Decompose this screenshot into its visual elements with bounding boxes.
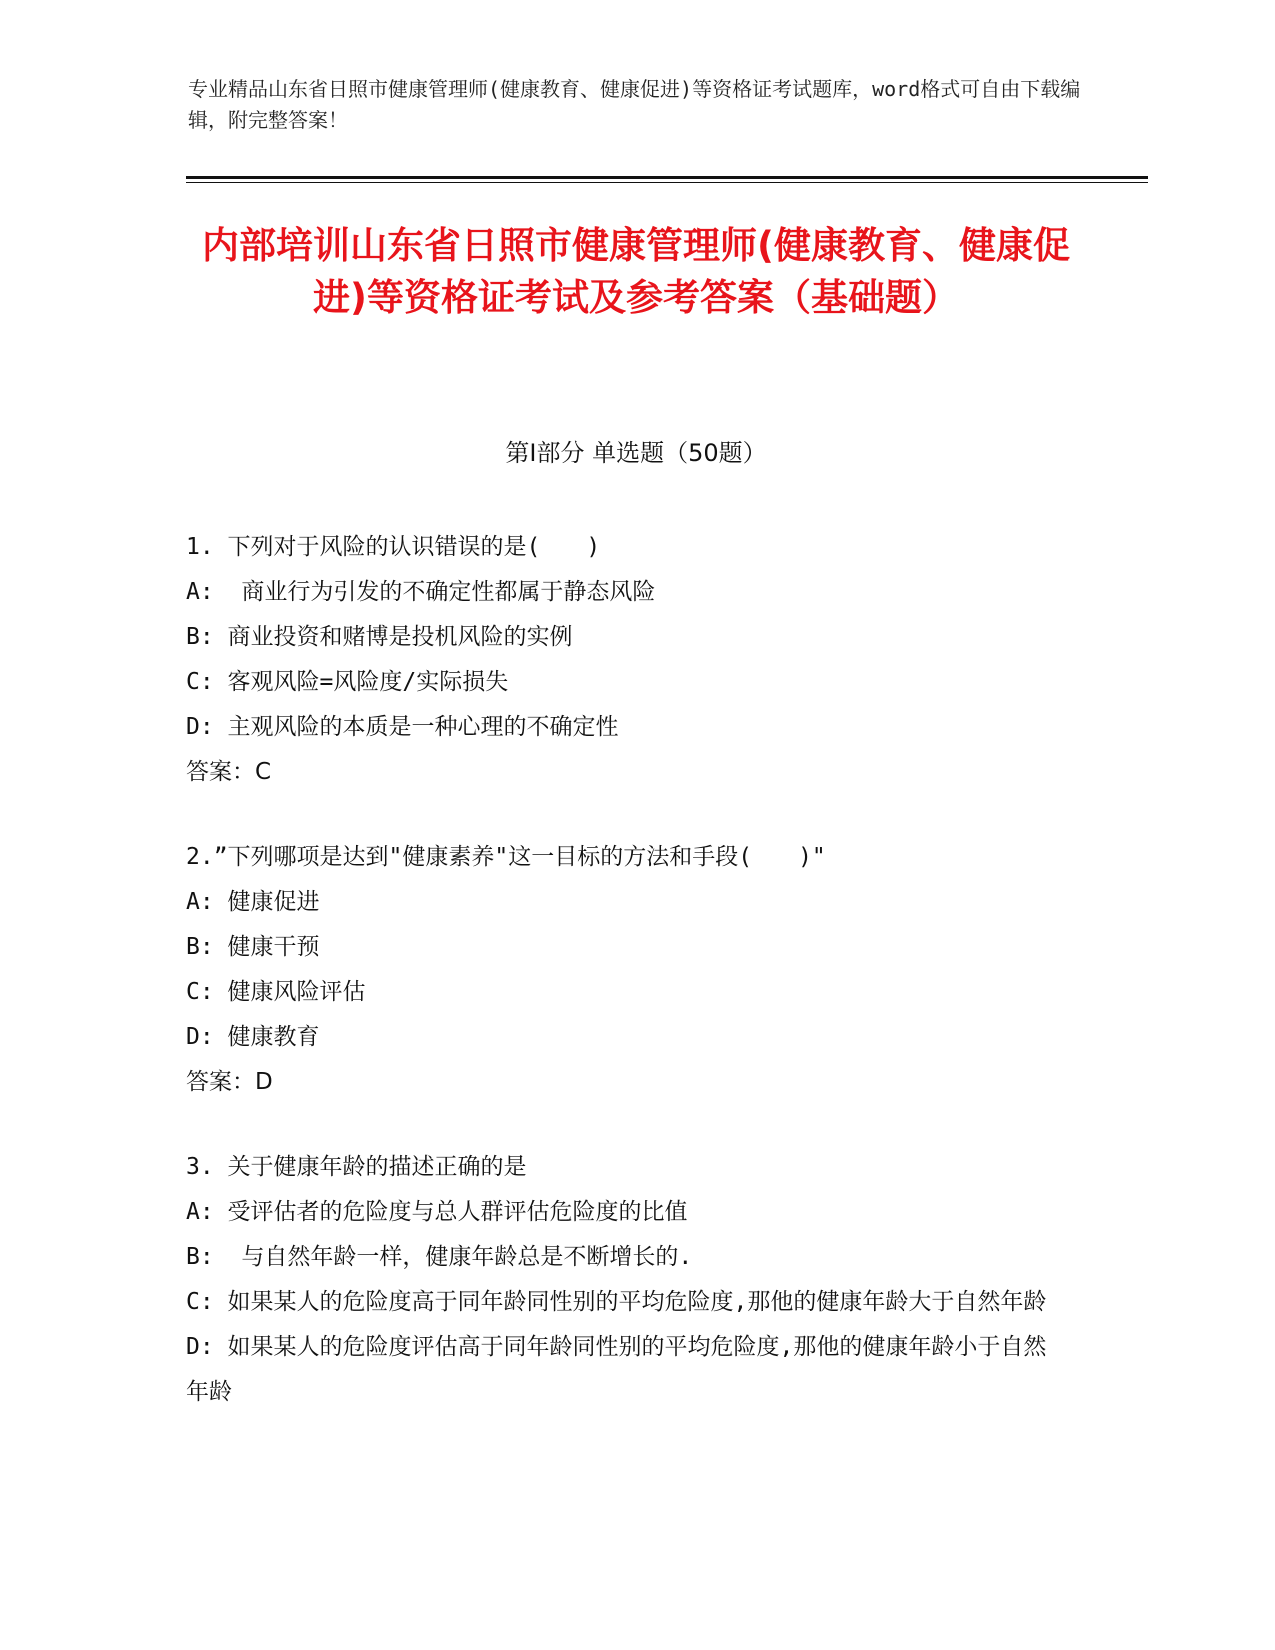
- option-c: C: 如果某人的危险度高于同年龄同性别的平均危险度,那他的健康年龄大于自然年龄: [186, 1289, 1047, 1315]
- document-title: 内部培训山东省日照市健康管理师(健康教育、健康促进)等资格证考试及参考答案（基础题）: [202, 224, 1070, 319]
- question-1: [186, 525, 1066, 795]
- option-b: B: 与自然年龄一样，健康年龄总是不断增长的.: [186, 1244, 693, 1270]
- option-a: A: 受评估者的危险度与总人群评估危险度的比值: [186, 1199, 688, 1225]
- option-b: B: 商业投资和赌博是投机风险的实例: [186, 624, 573, 650]
- question-list: [186, 525, 1066, 1455]
- answer: 答案：C: [186, 759, 272, 785]
- option-d: D: 如果某人的危险度评估高于同年龄同性别的平均危险度,那他的健康年龄小于自然年龄: [186, 1334, 1047, 1405]
- question-stem: 2.”下列哪项是达到"健康素养"这一目标的方法和手段( )": [186, 844, 826, 870]
- question-stem: 3. 关于健康年龄的描述正确的是: [186, 1154, 527, 1180]
- question-2: [186, 835, 1066, 1105]
- answer: 答案：D: [186, 1069, 273, 1095]
- header-rule-thick: [186, 176, 1148, 179]
- question-stem: 1. 下列对于风险的认识错误的是( ): [186, 534, 601, 560]
- option-a: A: 商业行为引发的不确定性都属于静态风险: [186, 579, 656, 605]
- header-note: 专业精品山东省日照市健康管理师(健康教育、健康促进)等资格证考试题库，word格式可自由下载编辑，附完整答案！: [188, 77, 1081, 132]
- option-b: B: 健康干预: [186, 934, 320, 960]
- option-c: C: 客观风险=风险度/实际损失: [186, 669, 509, 695]
- option-c: C: 健康风险评估: [186, 979, 366, 1005]
- option-d: D: 健康教育: [186, 1024, 320, 1050]
- section-heading: 第Ⅰ部分 单选题（50题）: [505, 439, 767, 467]
- option-a: A: 健康促进: [186, 889, 320, 915]
- header-rule-thin: [186, 182, 1148, 183]
- option-d: D: 主观风险的本质是一种心理的不确定性: [186, 714, 619, 740]
- question-3: [186, 1145, 1066, 1415]
